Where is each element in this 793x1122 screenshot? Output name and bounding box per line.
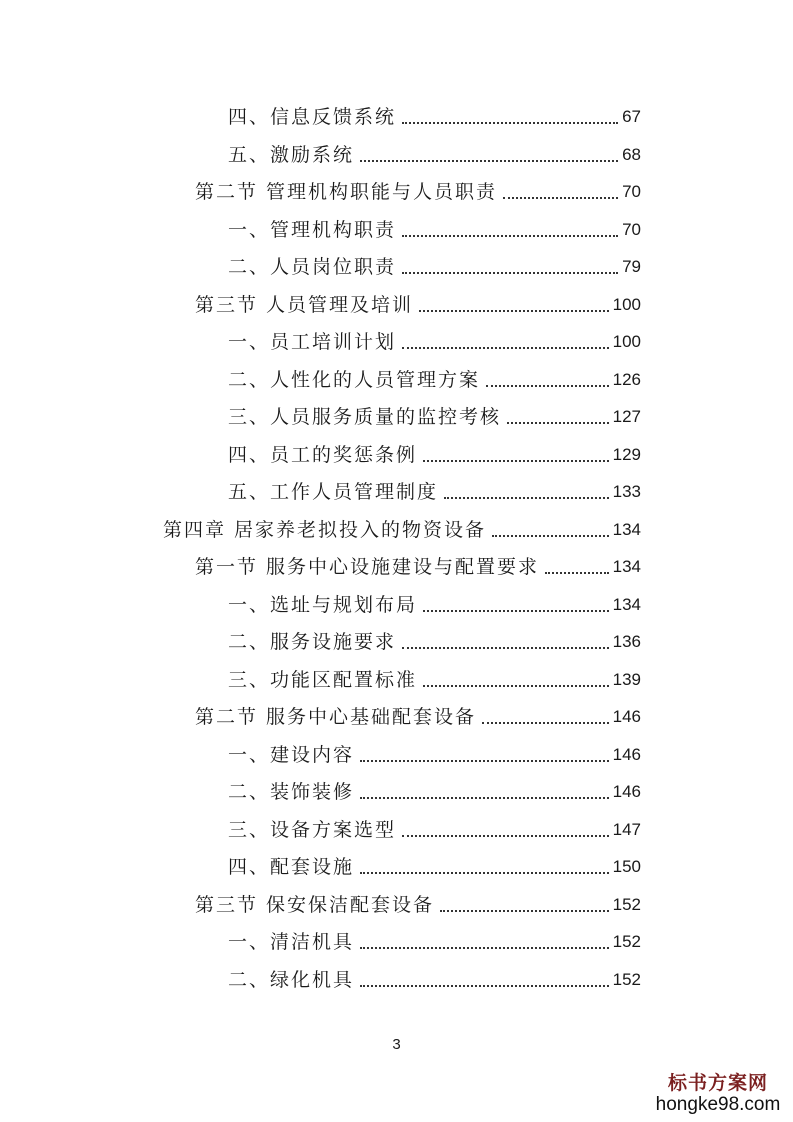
dot-leader bbox=[423, 460, 609, 462]
toc-entry-page: 152 bbox=[612, 894, 641, 914]
toc-entry-page: 152 bbox=[612, 969, 641, 989]
toc-entry-title: 第三节 人员管理及培训 bbox=[195, 293, 414, 316]
toc-entry[interactable] bbox=[228, 851, 641, 879]
toc-entry-page: 146 bbox=[612, 744, 641, 764]
toc-entry[interactable] bbox=[228, 664, 641, 692]
toc-entry[interactable] bbox=[228, 101, 641, 129]
toc-entry-title: 四、配套设施 bbox=[228, 856, 355, 878]
toc-entry-title: 四、员工的奖惩条例 bbox=[228, 443, 418, 466]
toc-entry-page: 126 bbox=[612, 369, 641, 389]
toc-entry-title: 五、激励系统 bbox=[228, 143, 355, 166]
dot-leader bbox=[423, 685, 609, 687]
dot-leader bbox=[360, 872, 609, 874]
toc-entry-title: 五、工作人员管理制度 bbox=[228, 481, 439, 503]
toc-entry-page: 147 bbox=[612, 819, 641, 839]
toc-entry-page: 67 bbox=[622, 107, 641, 126]
watermark-domain-text: hongke98.com bbox=[655, 1094, 781, 1115]
toc-entry[interactable] bbox=[228, 401, 641, 429]
toc-entry[interactable] bbox=[228, 964, 641, 992]
page-number: 3 bbox=[392, 1036, 401, 1053]
toc-entry-title: 二、服务设施要求 bbox=[228, 631, 397, 653]
dot-leader bbox=[402, 272, 618, 274]
toc-entry-title: 第四章 居家养老拟投入的物资设备 bbox=[163, 518, 487, 541]
toc-entry-title: 二、人员岗位职责 bbox=[228, 256, 397, 278]
toc-entry-title: 二、人性化的人员管理方案 bbox=[228, 368, 481, 391]
dot-leader bbox=[360, 985, 609, 987]
toc-entry-page: 129 bbox=[612, 444, 641, 464]
toc-entry-title: 一、员工培训计划 bbox=[228, 331, 397, 353]
dot-leader bbox=[482, 722, 609, 724]
toc-entry-title: 三、功能区配置标准 bbox=[228, 668, 418, 691]
toc-entry-title: 一、管理机构职责 bbox=[228, 218, 397, 241]
toc-entry-page: 70 bbox=[622, 182, 641, 201]
toc-entry-title: 三、人员服务质量的监控考核 bbox=[228, 406, 502, 428]
dot-leader bbox=[545, 572, 609, 574]
toc-entry-title: 四、信息反馈系统 bbox=[228, 106, 397, 128]
toc-entry-page: 134 bbox=[612, 519, 641, 539]
toc-entry[interactable] bbox=[228, 214, 641, 242]
toc-entry-title: 一、建设内容 bbox=[228, 743, 355, 766]
dot-leader bbox=[402, 835, 609, 837]
dot-leader bbox=[503, 197, 618, 199]
toc-entry-title: 二、绿化机具 bbox=[228, 968, 355, 991]
toc-entry-title: 第三节 保安保洁配套设备 bbox=[195, 893, 435, 916]
toc-entry[interactable] bbox=[228, 251, 641, 279]
dot-leader bbox=[360, 947, 609, 949]
dot-leader bbox=[402, 647, 609, 649]
toc-entry-page: 146 bbox=[612, 707, 641, 726]
toc-entry[interactable] bbox=[195, 176, 641, 204]
dot-leader bbox=[402, 122, 618, 124]
toc-entry[interactable] bbox=[228, 589, 641, 617]
toc-entry[interactable] bbox=[228, 326, 641, 354]
toc-entry[interactable] bbox=[228, 139, 641, 167]
toc-entry-title: 三、设备方案选型 bbox=[228, 818, 397, 841]
dot-leader bbox=[486, 385, 609, 387]
toc-entry-page: 134 bbox=[612, 557, 641, 576]
toc-entry[interactable] bbox=[195, 889, 641, 917]
watermark-logo bbox=[653, 1072, 783, 1116]
toc-entry-page: 127 bbox=[612, 407, 641, 426]
toc-entry-page: 79 bbox=[622, 257, 641, 276]
toc-entry-page: 134 bbox=[612, 594, 641, 614]
toc-entry[interactable] bbox=[195, 289, 641, 317]
toc-entry[interactable] bbox=[195, 551, 641, 579]
dot-leader bbox=[360, 760, 609, 762]
toc-entry[interactable] bbox=[228, 476, 641, 504]
toc-entry[interactable] bbox=[195, 701, 641, 729]
toc-entry-page: 150 bbox=[612, 857, 641, 876]
dot-leader bbox=[444, 497, 609, 499]
toc-entry[interactable] bbox=[228, 814, 641, 842]
dot-leader bbox=[423, 610, 609, 612]
toc-entry-page: 152 bbox=[612, 932, 641, 951]
toc-entry-page: 68 bbox=[622, 144, 641, 164]
toc-entry-page: 146 bbox=[612, 782, 641, 801]
dot-leader bbox=[402, 235, 618, 237]
toc-entry[interactable] bbox=[228, 364, 641, 392]
dot-leader bbox=[360, 797, 609, 799]
dot-leader bbox=[360, 160, 618, 162]
toc-entry[interactable] bbox=[163, 514, 641, 542]
toc-entry[interactable] bbox=[228, 739, 641, 767]
dot-leader bbox=[402, 347, 609, 349]
dot-leader bbox=[440, 910, 609, 912]
toc-entry-title: 一、清洁机具 bbox=[228, 931, 355, 953]
toc-entry-page: 70 bbox=[622, 219, 641, 239]
watermark-chinese-text: 标书方案网 bbox=[667, 1072, 768, 1094]
toc-entry-page: 136 bbox=[612, 632, 641, 651]
dot-leader bbox=[419, 310, 609, 312]
toc-entry-title: 第二节 管理机构职能与人员职责 bbox=[195, 181, 498, 203]
toc-entry[interactable] bbox=[228, 776, 641, 804]
toc-entry-title: 第二节 服务中心基础配套设备 bbox=[195, 706, 477, 728]
toc-entry[interactable] bbox=[228, 626, 641, 654]
toc-entry[interactable] bbox=[228, 926, 641, 954]
toc-entry[interactable] bbox=[228, 439, 641, 467]
toc-entry-page: 100 bbox=[612, 294, 641, 314]
dot-leader bbox=[507, 422, 609, 424]
toc-entry-title: 一、选址与规划布局 bbox=[228, 593, 418, 616]
toc-entry-page: 133 bbox=[612, 482, 641, 501]
toc-entry-title: 第一节 服务中心设施建设与配置要求 bbox=[195, 556, 540, 578]
toc-entry-page: 139 bbox=[612, 669, 641, 689]
toc-entry-title: 二、装饰装修 bbox=[228, 781, 355, 803]
dot-leader bbox=[492, 535, 609, 537]
toc-entry-page: 100 bbox=[612, 332, 641, 351]
